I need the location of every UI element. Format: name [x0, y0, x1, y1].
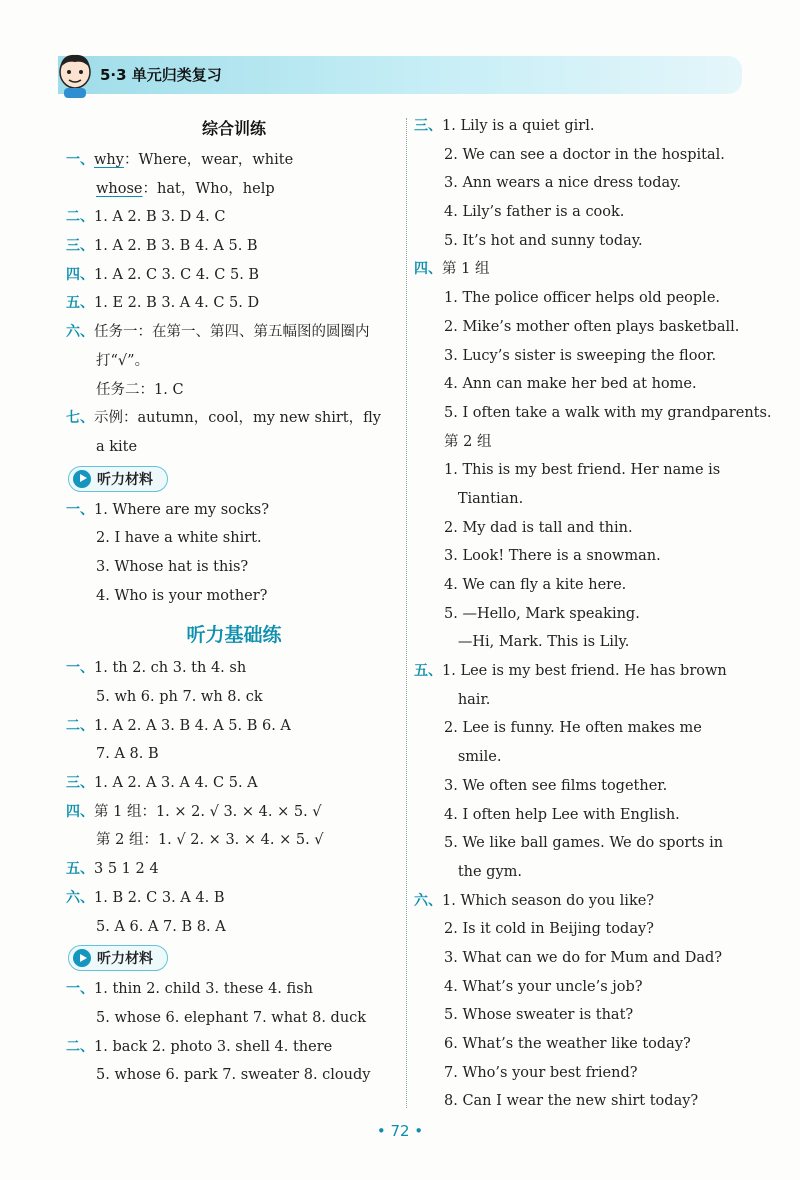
answer-line: the gym. — [444, 863, 523, 880]
answer-line: 2. My dad is tall and thin. — [444, 519, 633, 536]
answer-line: 一、1. Where are my socks? — [66, 501, 269, 518]
answer-line: 1. The police officer helps old people. — [444, 290, 721, 307]
answer-line: 一、1. thin 2. child 3. these 4. fish — [66, 981, 313, 998]
answer-line: Tiantian. — [444, 490, 524, 507]
answer-line: a kite — [96, 438, 138, 455]
answer-line: 2. We can see a doctor in the hospital. — [444, 146, 725, 163]
answer-line: 5. It’s hot and sunny today. — [444, 232, 643, 249]
answer-line: 四、1. A 2. C 3. C 4. C 5. B — [66, 266, 260, 283]
answer-line: 3. Lucy’s sister is sweeping the floor. — [444, 347, 717, 364]
answer-line: 4. Ann can make her bed at home. — [444, 376, 697, 393]
play-icon — [73, 470, 91, 488]
answer-line: 五、1. E 2. B 3. A 4. C 5. D — [66, 295, 260, 312]
answer-line: 8. Can I wear the new shirt today? — [444, 1093, 699, 1110]
left-column — [66, 112, 402, 1090]
answer-line: 3. Ann wears a nice dress today. — [444, 175, 682, 192]
answer-line: —Hi, Mark. This is Lily. — [444, 634, 630, 651]
answer-line: 5. —Hello, Mark speaking. — [444, 605, 640, 622]
answer-line: 5. Whose sweater is that? — [444, 1007, 634, 1024]
header-title: 5·3 单元归类复习 — [100, 66, 222, 84]
page-number: • 72 • — [376, 1122, 424, 1140]
right-column — [414, 112, 772, 1116]
answer-line: 4. We can fly a kite here. — [444, 577, 627, 593]
answer-line: 3. Whose hat is this? — [96, 558, 249, 575]
section-title-听力基础练: 听力基础练 — [186, 624, 282, 647]
play-icon — [73, 949, 91, 967]
section-title-综合训练: 综合训练 — [201, 119, 266, 138]
answer-line: 第 2 组：1. √ 2. × 3. × 4. × 5. √ — [96, 832, 324, 849]
answer-line: 三、1. A 2. B 3. B 4. A 5. B — [66, 238, 258, 255]
answer-line: 5. whose 6. elephant 7. what 8. duck — [96, 1009, 367, 1026]
answer-line: 4. I often help Lee with English. — [444, 806, 680, 823]
answer-line: 5. A 6. A 7. B 8. A — [96, 918, 226, 935]
answer-line: hair. — [444, 691, 491, 708]
answer-line: 3. We often see films together. — [444, 777, 668, 794]
answer-line: 2. I have a white shirt. — [96, 530, 262, 547]
answer-line: 2. Is it cold in Beijing today? — [444, 921, 654, 938]
answer-line: 第 2 组 — [444, 433, 492, 450]
answer-line: 2. Mike’s mother often plays basketball. — [444, 318, 740, 335]
answer-line: 六、1. B 2. C 3. A 4. B — [66, 889, 225, 906]
answer-line: whose：hat，Who，help — [96, 180, 275, 197]
answer-line: 四、第 1 组：1. × 2. √ 3. × 4. × 5. √ — [66, 803, 322, 820]
answer-line: 一、why：Where，wear，white — [66, 152, 294, 168]
answer-line: 六、任务一：在第一、第四、第五幅图的圆圈内 — [66, 324, 370, 341]
answer-line: 二、1. back 2. photo 3. shell 4. there — [66, 1038, 333, 1055]
answer-line: 5. I often take a walk with my grandparents. — [444, 404, 772, 421]
answer-line: 六、1. Which season do you like? — [414, 892, 655, 909]
page-header — [58, 56, 742, 94]
answer-line: 打“√”。 — [96, 352, 150, 369]
answer-line: 任务二：1. C — [96, 381, 184, 398]
answer-line: 5. We like ball games. We do sports in — [444, 835, 724, 852]
answer-line: 三、1. Lily is a quiet girl. — [414, 118, 595, 134]
answer-line: 二、1. A 2. A 3. B 4. A 5. B 6. A — [66, 717, 291, 734]
answer-line: 四、第 1 组 — [414, 261, 490, 278]
answer-line: 1. This is my best friend. Her name is — [444, 462, 721, 479]
answer-line: smile. — [444, 749, 502, 766]
answer-line: 五、3 5 1 2 4 — [66, 861, 159, 878]
answer-line: 七、示例：autumn，cool，my new shirt，fly — [66, 410, 381, 427]
answer-line: 三、1. A 2. A 3. A 4. C 5. A — [66, 775, 258, 792]
column-divider — [406, 118, 407, 1108]
answer-line: 5. wh 6. ph 7. wh 8. ck — [96, 689, 263, 705]
answer-line: 7. Who’s your best friend? — [444, 1064, 638, 1081]
answer-line: 二、1. A 2. B 3. D 4. C — [66, 209, 226, 226]
answer-line: 7. A 8. B — [96, 746, 159, 763]
answer-line: 4. What’s your uncle’s job? — [444, 978, 643, 995]
answer-line: 五、1. Lee is my best friend. He has brown — [414, 663, 727, 680]
listening-material-badge: 听力材料 — [66, 941, 402, 975]
answer-line: 4. Who is your mother? — [96, 587, 268, 604]
mascot-icon — [54, 50, 96, 98]
answer-line: 一、1. th 2. ch 3. th 4. sh — [66, 660, 247, 677]
listening-material-badge: 听力材料 — [66, 462, 402, 496]
answer-line: 3. Look! There is a snowman. — [444, 548, 661, 565]
answer-line: 4. Lily’s father is a cook. — [444, 204, 625, 221]
answer-line: 6. What’s the weather like today? — [444, 1036, 691, 1052]
answer-line: 3. What can we do for Mum and Dad? — [444, 949, 723, 966]
answer-line: 5. whose 6. park 7. sweater 8. cloudy — [96, 1067, 371, 1084]
answer-line: 2. Lee is funny. He often makes me — [444, 720, 702, 737]
